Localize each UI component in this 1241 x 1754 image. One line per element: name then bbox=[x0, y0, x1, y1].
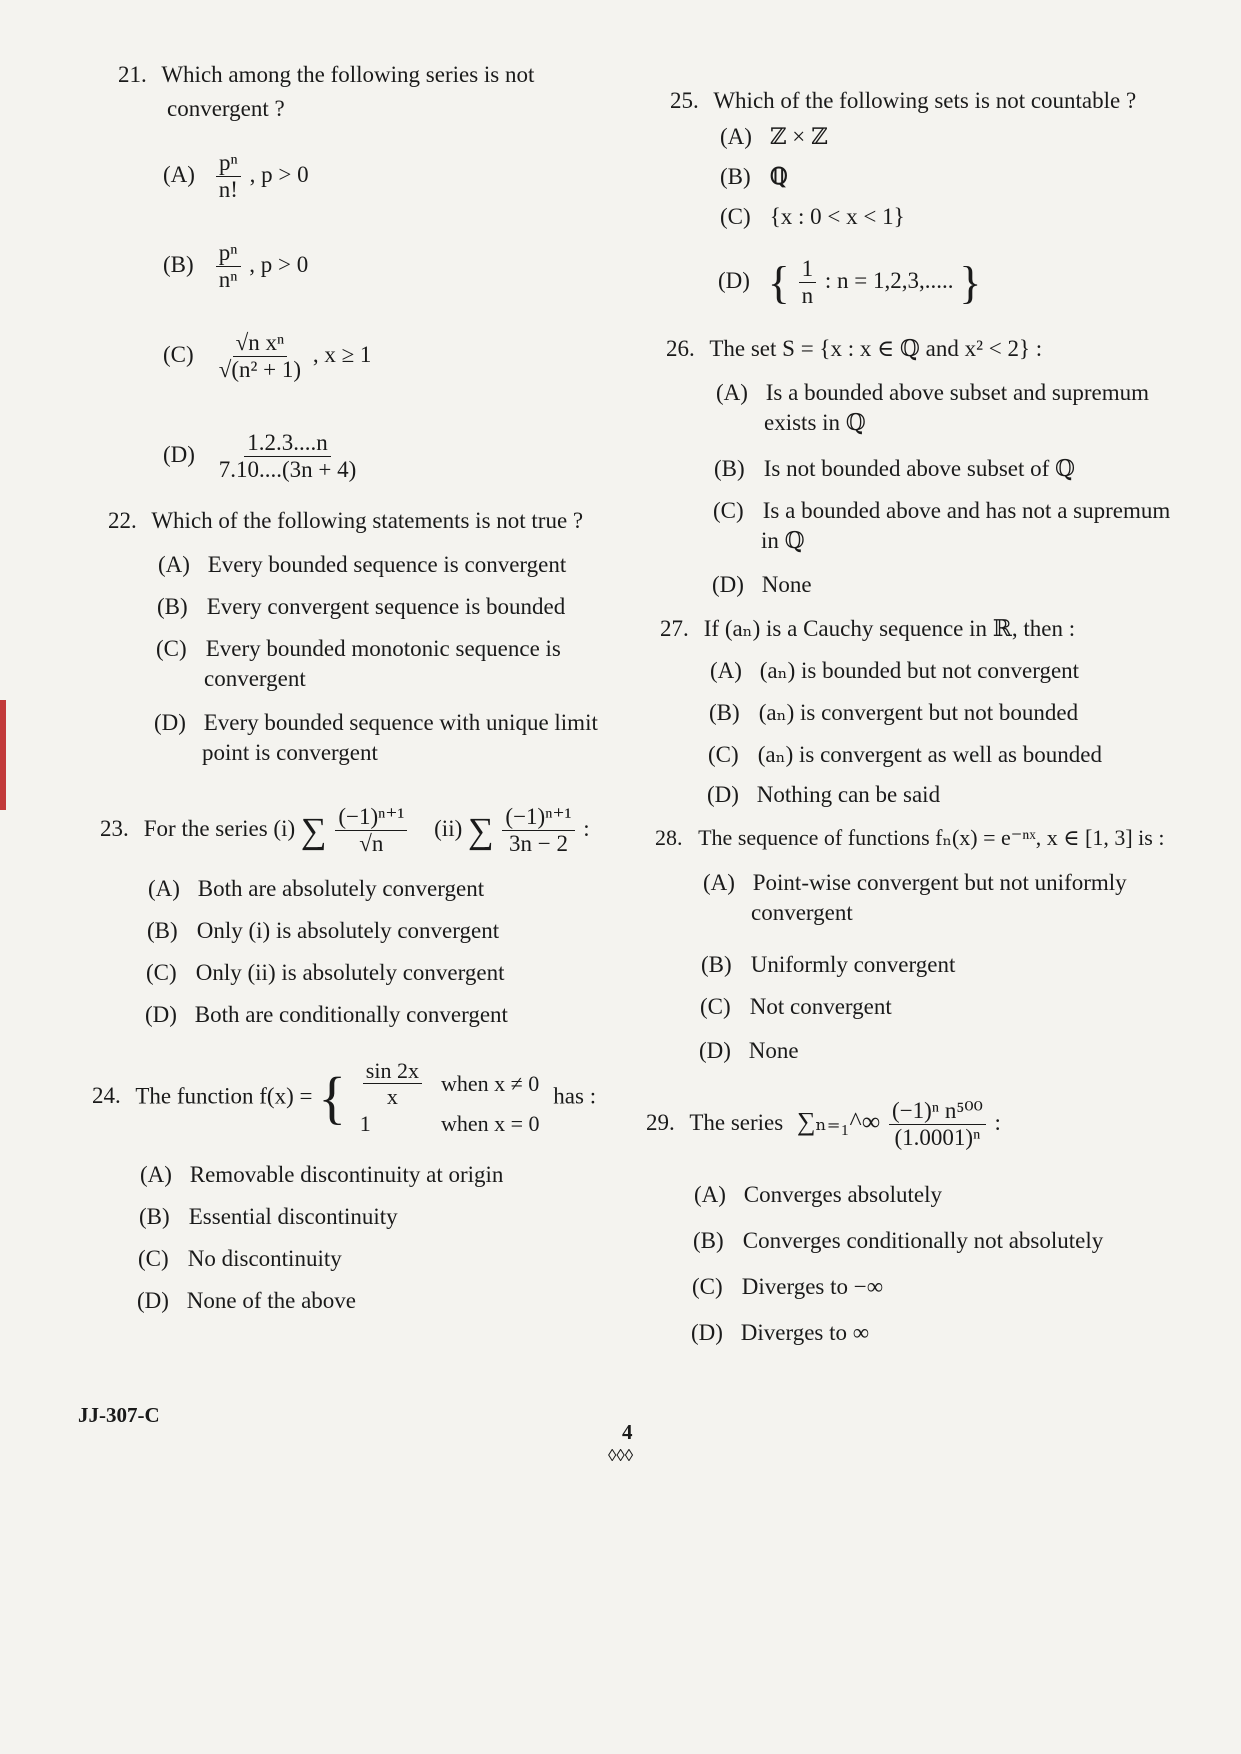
question-25 bbox=[670, 86, 1230, 116]
option-text: None of the above bbox=[186, 1288, 356, 1313]
question-number: 27. bbox=[660, 616, 689, 641]
option-label: (B) bbox=[709, 700, 740, 725]
question-22 bbox=[108, 506, 648, 536]
option-label: (C) bbox=[700, 994, 731, 1019]
option-text: Every bounded monotonic sequence is bbox=[205, 636, 561, 661]
stem-end: : bbox=[994, 1110, 1001, 1136]
stem-end: has : bbox=[553, 1083, 597, 1109]
option-label: (B) bbox=[714, 456, 745, 481]
q21-option-d[interactable] bbox=[163, 430, 362, 484]
option-text: convergent bbox=[751, 899, 853, 925]
fraction bbox=[216, 240, 241, 294]
option-label: (C) bbox=[708, 742, 739, 767]
numerator: √n xⁿ bbox=[233, 330, 288, 357]
denominator: √(n² + 1) bbox=[218, 357, 302, 383]
q28-option-d[interactable] bbox=[699, 1036, 799, 1066]
denominator: nⁿ bbox=[218, 267, 238, 293]
question-number: 24. bbox=[92, 1083, 121, 1109]
left-brace: { bbox=[318, 1065, 347, 1131]
question-stem: The sequence of functions fₙ(x) = e⁻ⁿˣ, x ∈ [1, 3] is : bbox=[698, 825, 1165, 850]
fraction bbox=[889, 1098, 986, 1152]
option-text: Is a bounded above subset and supremum bbox=[765, 380, 1150, 405]
numerator: 1.2.3....n bbox=[244, 430, 331, 457]
denominator: n bbox=[801, 283, 814, 309]
series-label: (ii) bbox=[434, 816, 463, 842]
option-text: Nothing can be said bbox=[756, 782, 941, 807]
q23-option-a[interactable] bbox=[148, 874, 484, 904]
q29-option-c[interactable] bbox=[692, 1272, 883, 1302]
numerator: pⁿ bbox=[216, 240, 241, 267]
option-text: in ℚ bbox=[761, 527, 805, 553]
question-stem: The function f(x) = bbox=[135, 1083, 313, 1109]
option-condition: , p > 0 bbox=[249, 252, 309, 278]
numerator: pⁿ bbox=[216, 150, 241, 177]
q27-option-b[interactable] bbox=[709, 698, 1078, 728]
q25-option-c[interactable] bbox=[720, 202, 905, 232]
option-label: (D) bbox=[145, 1002, 177, 1027]
option-text: Diverges to ∞ bbox=[740, 1320, 870, 1345]
option-label: (C) bbox=[720, 204, 751, 229]
option-label: (B) bbox=[720, 164, 751, 189]
denominator: (1.0001)ⁿ bbox=[894, 1125, 981, 1151]
q22-option-c[interactable] bbox=[156, 634, 656, 694]
option-text: ℚ bbox=[769, 164, 788, 189]
question-stem: For the series (i) bbox=[143, 816, 296, 842]
option-text: Every bounded sequence is convergent bbox=[207, 552, 567, 577]
option-text: Both are absolutely convergent bbox=[197, 876, 485, 901]
q24-option-d[interactable] bbox=[137, 1286, 356, 1316]
numerator: sin 2x bbox=[363, 1058, 422, 1084]
option-text: convergent bbox=[204, 665, 306, 691]
page-number: 4 bbox=[622, 1420, 633, 1444]
question-number: 22. bbox=[108, 508, 137, 533]
fraction bbox=[216, 330, 304, 384]
option-text: : n = 1,2,3,..... bbox=[824, 268, 954, 294]
option-text: Converges conditionally not absolutely bbox=[742, 1228, 1104, 1253]
option-text: Every bounded sequence with unique limit bbox=[203, 710, 598, 735]
option-label: (A) bbox=[694, 1182, 726, 1207]
question-stem: Which of the following statements is not true ? bbox=[151, 508, 584, 533]
numerator: (−1)ⁿ⁺¹ bbox=[335, 804, 407, 831]
q28-option-a[interactable] bbox=[703, 868, 1223, 928]
q29-option-b[interactable] bbox=[693, 1226, 1103, 1256]
q25-option-a[interactable] bbox=[720, 122, 828, 152]
option-label: (D) bbox=[691, 1320, 723, 1345]
option-text: Uniformly convergent bbox=[750, 952, 956, 977]
fraction bbox=[502, 804, 574, 858]
q28-option-c[interactable] bbox=[700, 992, 892, 1022]
fraction bbox=[335, 804, 407, 858]
option-label: (A) bbox=[710, 658, 742, 683]
q24-option-a[interactable] bbox=[140, 1160, 503, 1190]
q23-option-d[interactable] bbox=[145, 1000, 508, 1030]
question-23 bbox=[100, 804, 660, 858]
case-condition: when x = 0 bbox=[440, 1110, 540, 1136]
option-label: (B) bbox=[693, 1228, 724, 1253]
q24-option-b[interactable] bbox=[139, 1202, 398, 1232]
option-text: ℤ × ℤ bbox=[769, 124, 828, 149]
q23-option-b[interactable] bbox=[147, 916, 499, 946]
option-label: (C) bbox=[692, 1274, 723, 1299]
question-number: 26. bbox=[666, 336, 695, 361]
option-label: (A) bbox=[720, 124, 752, 149]
q21-option-c[interactable] bbox=[163, 330, 371, 384]
option-text: Both are conditionally convergent bbox=[194, 1002, 508, 1027]
fraction bbox=[799, 256, 817, 310]
option-text: point is convergent bbox=[202, 739, 378, 765]
option-label: (D) bbox=[699, 1038, 731, 1063]
q21-option-b[interactable] bbox=[163, 240, 308, 294]
numerator: (−1)ⁿ⁺¹ bbox=[502, 804, 574, 831]
q26-option-a[interactable] bbox=[716, 378, 1216, 438]
right-brace: } bbox=[959, 256, 982, 308]
question-number: 25. bbox=[670, 88, 699, 113]
question-27 bbox=[660, 614, 1220, 644]
q26-option-b[interactable] bbox=[714, 454, 1075, 484]
q25-option-d[interactable] bbox=[718, 256, 981, 310]
option-text: Diverges to −∞ bbox=[741, 1274, 884, 1299]
paper-code: JJ-307-C bbox=[78, 1403, 160, 1427]
option-text: Is a bounded above and has not a supremum bbox=[762, 498, 1171, 523]
page-edge-mark bbox=[0, 700, 6, 810]
question-29 bbox=[646, 1098, 1226, 1152]
denominator: n! bbox=[218, 177, 238, 203]
question-24 bbox=[92, 1058, 652, 1138]
q26-option-d[interactable] bbox=[712, 570, 812, 600]
q25-option-b[interactable] bbox=[720, 162, 788, 192]
option-text: Only (i) is absolutely convergent bbox=[196, 918, 500, 943]
denominator: √n bbox=[359, 831, 384, 857]
q27-option-a[interactable] bbox=[710, 656, 1079, 686]
option-condition: , p > 0 bbox=[249, 162, 309, 188]
fraction bbox=[216, 150, 241, 204]
option-text: exists in ℚ bbox=[764, 409, 866, 435]
question-stem: convergent ? bbox=[167, 96, 285, 121]
option-text: Not convergent bbox=[749, 994, 892, 1019]
option-label: (C) bbox=[138, 1246, 169, 1271]
q22-option-d[interactable] bbox=[154, 708, 654, 768]
option-text: Only (ii) is absolutely convergent bbox=[195, 960, 505, 985]
sigma-symbol: ∑ bbox=[300, 810, 327, 851]
question-stem: If (aₙ) is a Cauchy sequence in ℝ, then : bbox=[703, 616, 1076, 641]
option-label: (B) bbox=[139, 1204, 170, 1229]
option-label: (B) bbox=[147, 918, 178, 943]
q29-option-d[interactable] bbox=[691, 1318, 869, 1348]
piecewise-cases bbox=[352, 1058, 548, 1138]
option-text: Removable discontinuity at origin bbox=[189, 1162, 504, 1187]
option-text: Is not bounded above subset of ℚ bbox=[763, 456, 1076, 481]
fraction bbox=[363, 1058, 422, 1110]
denominator: 7.10....(3n + 4) bbox=[218, 457, 357, 483]
option-label: (C) bbox=[146, 960, 177, 985]
option-text: None bbox=[748, 1038, 799, 1063]
q26-option-c[interactable] bbox=[713, 496, 1213, 556]
option-label: (D) bbox=[163, 442, 195, 468]
option-text: Every convergent sequence is bounded bbox=[206, 594, 566, 619]
question-21-stem-cont bbox=[167, 94, 285, 124]
option-label: (D) bbox=[154, 710, 186, 735]
option-label: (A) bbox=[703, 870, 735, 895]
denominator: 3n − 2 bbox=[508, 831, 568, 857]
question-26 bbox=[666, 334, 1226, 364]
option-text: (aₙ) is bounded but not convergent bbox=[759, 658, 1080, 683]
q24-option-c[interactable] bbox=[138, 1244, 342, 1274]
option-label: (C) bbox=[156, 636, 187, 661]
q27-option-d[interactable] bbox=[707, 780, 940, 810]
option-text: (aₙ) is convergent as well as bounded bbox=[757, 742, 1102, 767]
denominator: x bbox=[386, 1084, 398, 1110]
question-stem: Which among the following series is not bbox=[161, 62, 535, 87]
case-value: 1 bbox=[359, 1110, 371, 1136]
option-text: Point-wise convergent but not uniformly bbox=[752, 870, 1127, 895]
q21-option-a[interactable] bbox=[163, 150, 309, 204]
q22-option-a[interactable] bbox=[158, 550, 566, 580]
option-text: Essential discontinuity bbox=[188, 1204, 398, 1229]
option-label: (D) bbox=[137, 1288, 169, 1313]
question-stem: Which of the following sets is not countable ? bbox=[713, 88, 1137, 113]
question-number: 28. bbox=[655, 825, 683, 850]
option-label: (D) bbox=[718, 268, 750, 294]
option-label: (C) bbox=[713, 498, 744, 523]
sigma-symbol: ∑ₙ₌₁^∞ bbox=[796, 1107, 881, 1137]
option-label: (B) bbox=[163, 252, 194, 278]
question-stem: The series bbox=[689, 1110, 784, 1136]
q27-option-c[interactable] bbox=[708, 740, 1102, 770]
option-label: (A) bbox=[163, 162, 195, 188]
option-label: (C) bbox=[163, 342, 194, 368]
option-label: (D) bbox=[712, 572, 744, 597]
question-21 bbox=[118, 60, 638, 90]
question-stem: The set S = {x : x ∈ ℚ and x² < 2} : bbox=[709, 336, 1043, 361]
q22-option-b[interactable] bbox=[157, 592, 565, 622]
option-text: No discontinuity bbox=[187, 1246, 342, 1271]
q28-option-b[interactable] bbox=[701, 950, 955, 980]
option-label: (B) bbox=[701, 952, 732, 977]
case-condition: when x ≠ 0 bbox=[440, 1070, 540, 1096]
question-28 bbox=[655, 824, 1230, 853]
stem-end: : bbox=[583, 816, 590, 842]
numerator: 1 bbox=[799, 256, 817, 283]
option-text: {x : 0 < x < 1} bbox=[769, 204, 905, 229]
left-brace: { bbox=[767, 256, 790, 308]
sigma-symbol: ∑ bbox=[468, 810, 494, 851]
question-number: 21. bbox=[118, 62, 147, 87]
option-condition: , x ≥ 1 bbox=[312, 342, 372, 368]
option-label: (B) bbox=[157, 594, 188, 619]
option-text: Converges absolutely bbox=[743, 1182, 942, 1207]
option-label: (D) bbox=[707, 782, 739, 807]
q29-option-a[interactable] bbox=[694, 1180, 942, 1210]
q23-option-c[interactable] bbox=[146, 958, 505, 988]
option-label: (A) bbox=[140, 1162, 172, 1187]
option-label: (A) bbox=[148, 876, 180, 901]
option-label: (A) bbox=[716, 380, 748, 405]
option-text: (aₙ) is convergent but not bounded bbox=[758, 700, 1079, 725]
numerator: (−1)ⁿ n⁵⁰⁰ bbox=[889, 1098, 986, 1125]
option-text: None bbox=[761, 572, 812, 597]
question-number: 23. bbox=[100, 816, 129, 842]
question-number: 29. bbox=[646, 1110, 675, 1136]
option-label: (A) bbox=[158, 552, 190, 577]
fraction bbox=[216, 430, 360, 484]
page-ornament: ◊◊◊ bbox=[608, 1446, 634, 1465]
